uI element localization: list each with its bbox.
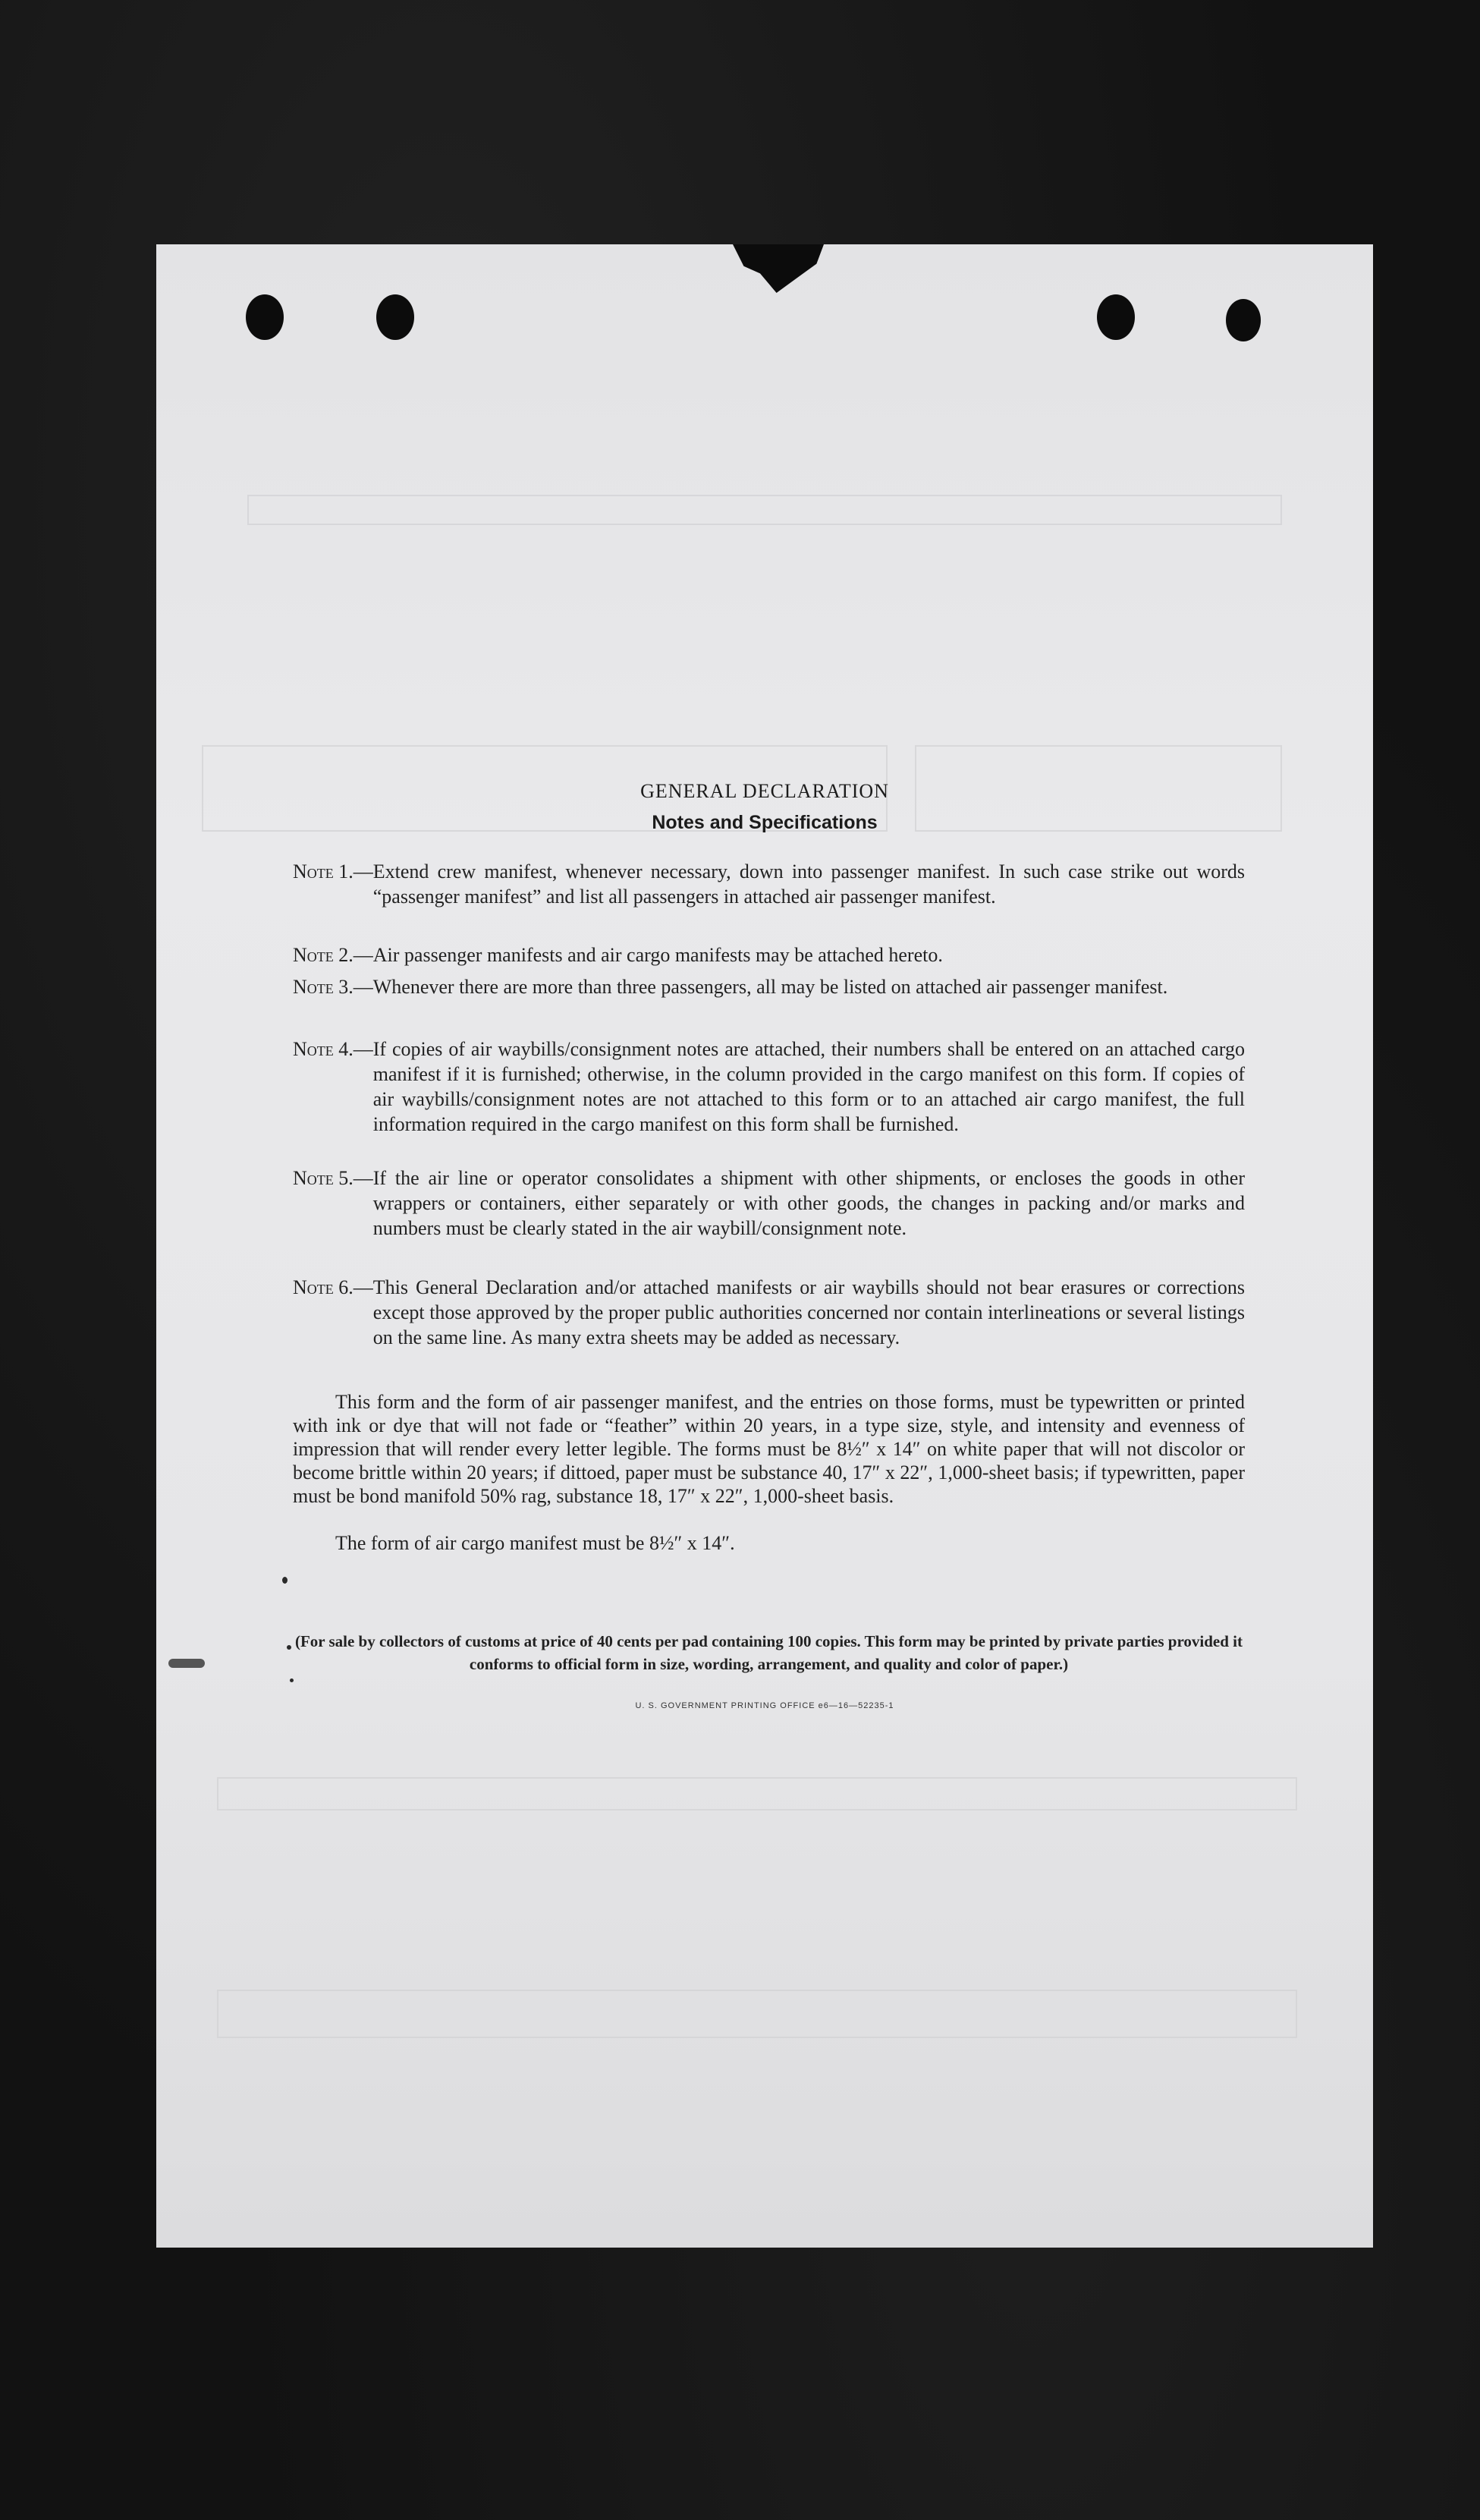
- note-label: Note 3.—: [293, 976, 373, 998]
- show-through-rule: [247, 495, 1282, 525]
- document-page: [156, 244, 1373, 2248]
- torn-edge: [733, 244, 824, 293]
- show-through-rule: [217, 1990, 1297, 2038]
- note-text: Whenever there are more than three passengers, all may be listed on attached air passenger manifest.: [372, 976, 1168, 998]
- note-3: [293, 974, 1245, 999]
- note-label: Note 4.—: [293, 1038, 373, 1060]
- note-label: Note 6.—: [293, 1276, 373, 1298]
- page-title: GENERAL DECLARATION: [640, 780, 889, 802]
- note-text: Extend crew manifest, whenever necessary, down into passenger manifest. In such case strike out words “passenger manifest” and list all passengers in attached air passenger manifest.: [372, 860, 1245, 908]
- ink-speck: [282, 1577, 288, 1584]
- show-through-rule: [217, 1777, 1297, 1811]
- note-text: If copies of air waybills/consignment notes are attached, their numbers shall be entered on an attached cargo manifest if it is furnished; otherwise, in the column provided in the cargo manifest on this form. If copies of air waybills/consignment notes are not attached to this form or to an attached air cargo manifest, the full information required in the cargo manifest on this form shall be furnished.: [372, 1038, 1245, 1135]
- note-label: Note 1.—: [293, 860, 373, 882]
- note-1: [293, 859, 1245, 909]
- note-5: [293, 1166, 1245, 1241]
- printer-imprint: U. S. GOVERNMENT PRINTING OFFICE e6—16—52235-1: [635, 1701, 894, 1710]
- punch-hole: [1097, 294, 1135, 340]
- ink-speck: [287, 1645, 291, 1650]
- note-label: Note 2.—: [293, 944, 373, 966]
- ink-speck: [290, 1678, 294, 1682]
- note-text: If the air line or operator consolidates a shipment with other shipments, or encloses the goods in other wrappers or containers, either separately or with other goods, the changes in packing and/or marks and numbers must be clearly stated in the air waybill/consignment note.: [372, 1167, 1245, 1239]
- sale-notice: (For sale by collectors of customs at price of 40 cents per pad containing 100 copies. This form may be printed by private parties provided it conforms to official form in size, wording, arrangement, and quality and color of paper.): [294, 1632, 1243, 1673]
- edge-smudge: [168, 1659, 205, 1668]
- note-label: Note 5.—: [293, 1167, 373, 1189]
- note-4: [293, 1037, 1245, 1137]
- punch-hole: [376, 294, 414, 340]
- punch-hole: [246, 294, 284, 340]
- specification-paragraph: This form and the form of air passenger manifest, and the entries on those forms, must be typewritten or printed with ink or dye that will not fade or “feather” within 20 years, in a type size, style, and intensity and evenness of impression that will render every letter legible. The forms must be 8½″ x 14″ on white paper that will not discolor or become brittle within 20 years; if dittoed, paper must be substance 40, 17″ x 22″, 1,000-sheet basis; if typewritten, paper must be bond manifold 50% rag, substance 18, 17″ x 22″, 1,000-sheet basis.: [293, 1391, 1245, 1507]
- note-text: This General Declaration and/or attached manifests or air waybills should not bear erasures or corrections except those approved by the proper public authorities concerned nor contain interlineations or several listings on the same line. As many extra sheets may be added as necessary.: [372, 1276, 1245, 1348]
- punch-hole: [1226, 299, 1261, 341]
- cargo-manifest-size: The form of air cargo manifest must be 8½″ x 14″.: [335, 1532, 735, 1554]
- page-subtitle: Notes and Specifications: [652, 812, 878, 833]
- note-text: Air passenger manifests and air cargo manifests may be attached hereto.: [372, 944, 943, 966]
- note-6: [293, 1275, 1245, 1350]
- note-2: [293, 942, 1245, 967]
